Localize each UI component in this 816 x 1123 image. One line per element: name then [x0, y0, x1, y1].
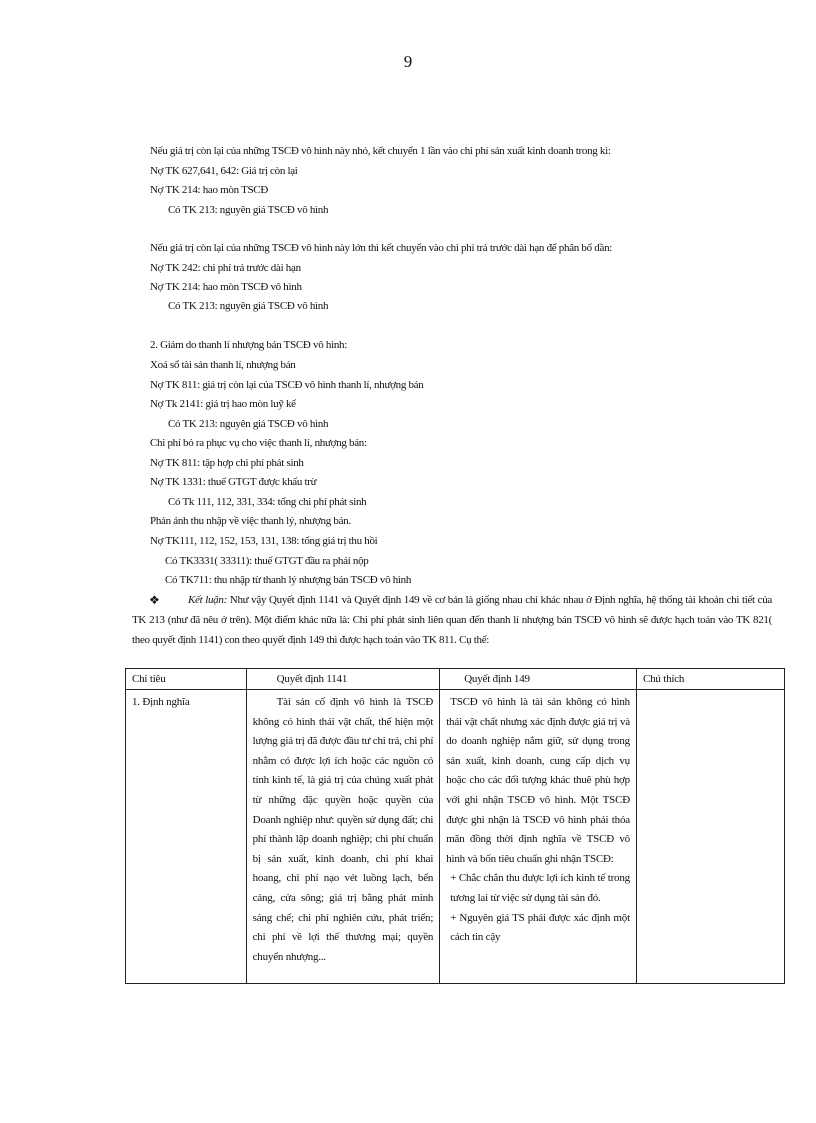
paragraph: Nợ TK 811: tập hợp chi phí phát sinh: [150, 457, 304, 469]
paragraph: Có Tk 111, 112, 331, 334: tổng chi phí phát sinh: [168, 496, 367, 508]
paragraph: Nợ TK 811: giá trị còn lại của TSCĐ vô hình thanh lí, nhượng bán: [150, 379, 424, 391]
paragraph: Có TK 213: nguyên giá TSCĐ vô hình: [168, 204, 329, 216]
table-cell-criterion: 1. Định nghĩa: [126, 690, 247, 984]
paragraph: Nợ Tk 2141: giá trị hao mòn luỹ kế: [150, 398, 296, 410]
paragraph: Xoá sổ tài sản thanh lí, nhượng bán: [150, 359, 296, 371]
qd149-definition: TSCĐ vô hình là tài sản không có hình thái vật chất nhưng xác định được giá trị và do doanh nghiệp nắm giữ, sử dụng trong sản xuất, kinh doanh, cung cấp dịch vụ hoặc cho các đối tượng khác thuê phù hợp với ghi nhận TSCĐ vô hình. Một TSCĐ được ghi nhận là TSCĐ vô hình phải thỏa mãn đồng thời định nghĩa về TSCĐ vô hình và bốn tiêu chuẩn ghi nhận TSCĐ:: [446, 696, 630, 865]
table-cell-qd1141: Tài sản cố định vô hình là TSCĐ không có hình thái vật chất, thể hiện một lượng giá trị đã được đầu tư chi trả, chi phí nhằm có được lợi ích hoặc các nguồn có tính kinh tế, là giá trị của chúng xuất phát từ những đặc quyền hoặc quyền của Doanh nghiệp như: quyền sử dụng đất; chi phí thành lập doanh nghiệp; chi phí chuẩn bị sản xuất, kinh doanh, chi phí khai hoang, chi phí nạo vét luồng lạch, bến cảng, cửa sông; giá trị bằng phát minh sáng chế; chi phí nghiên cứu, phát triển; chi phí về lợi thế thương mại; quyền chuyển nhượng...: [246, 690, 440, 984]
conclusion-paragraph: [132, 590, 772, 650]
paragraph: Nợ TK 214: hao mòn TSCĐ vô hình: [150, 281, 302, 293]
paragraph: Nợ TK 214: hao mòn TSCĐ: [150, 184, 268, 196]
qd149-criterion-2: + Nguyên giá TS phải được xác định một cách tin cậy: [450, 911, 630, 944]
column-header: Quyết định 149: [440, 669, 637, 690]
paragraph: Có TK 213: nguyên giá TSCĐ vô hình: [168, 418, 329, 430]
table-cell-note: [636, 690, 784, 984]
paragraph: Nợ TK111, 112, 152, 153, 131, 138: tổng giá trị thu hồi: [150, 535, 378, 547]
table-cell-qd149: [440, 690, 637, 984]
paragraph: Phản ánh thu nhập về việc thanh lý, nhượng bán.: [150, 515, 351, 527]
paragraph: Nếu giá trị còn lại của những TSCĐ vô hình này nhỏ, kết chuyển 1 lần vào chi phí sản xuất kinh doanh trong kì:: [150, 145, 611, 157]
qd149-criterion-1: + Chắc chắn thu được lợi ích kinh tế trong tương lai từ việc sử dụng tài sản đó.: [450, 872, 630, 904]
paragraph: Nếu giá trị còn lại của những TSCĐ vô hình này lớn thì kết chuyển vào chi phí trả trước dài hạn để phân bổ dần:: [150, 242, 613, 254]
table-header-row: [126, 669, 785, 690]
section-heading: 2. Giảm do thanh lí nhượng bán TSCĐ vô hình:: [150, 339, 347, 351]
table-row: [126, 690, 785, 984]
paragraph: Nợ TK 242: chi phí trả trước dài hạn: [150, 262, 301, 274]
paragraph: Chi phí bỏ ra phục vụ cho việc thanh lí, nhượng bán:: [150, 437, 367, 449]
page-number: 9: [403, 52, 413, 71]
conclusion-label: Kết luận:: [188, 594, 227, 606]
column-header: Quyết định 1141: [246, 669, 440, 690]
paragraph: Nợ TK 1331: thuế GTGT được khấu trừ: [150, 476, 317, 488]
paragraph: Có TK 213: nguyên giá TSCĐ vô hình: [168, 300, 329, 312]
diamond-bullet-icon: ❖: [149, 593, 160, 607]
column-header: Chỉ tiêu: [126, 669, 247, 690]
column-header: Chú thích: [636, 669, 784, 690]
paragraph: Nợ TK 627,641, 642: Giá trị còn lại: [150, 165, 298, 177]
paragraph: Có TK711: thu nhập từ thanh lý nhượng bán TSCĐ vô hình: [165, 574, 412, 586]
comparison-table: [125, 668, 785, 984]
conclusion-text: Như vậy Quyết định 1141 và Quyết định 149 về cơ bản là giống nhau chỉ khác nhau ở Định nghĩa, hệ thống tài khoản chi tiết của TK 213 (như đã nêu ở trên). Một điểm khác nữa là: Chi phí phát sinh liên quan đến thanh lí nhượng bán TSCĐ vô hình sẽ được hạch toán vào TK 821( theo quyết định 1141) con theo quyết định 149 thì được hạch toán vào TK 811. Cụ thể:: [132, 594, 773, 646]
paragraph: Có TK3331( 33311): thuế GTGT đầu ra phải nộp: [165, 555, 369, 567]
